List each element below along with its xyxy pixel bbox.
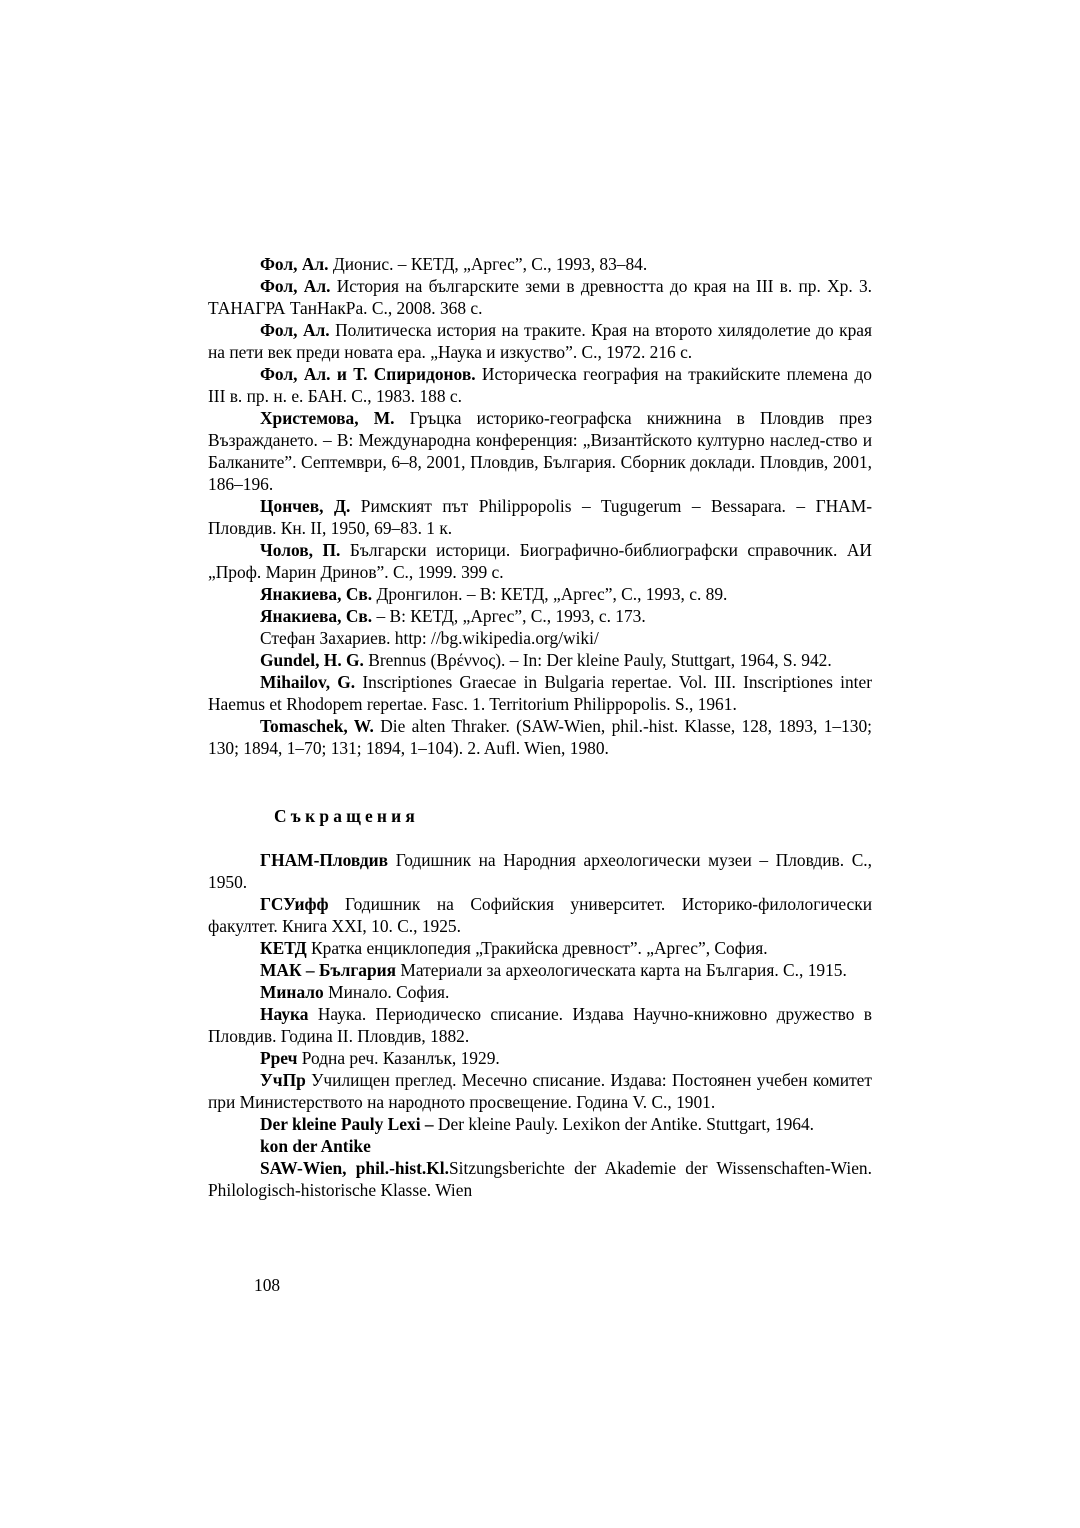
page-body xyxy=(208,253,872,1201)
bib-entry xyxy=(208,627,872,649)
abbr-term: Минало xyxy=(260,982,324,1002)
bib-text: Български историци. Биографично-библиографски справочник. АИ „Проф. Марин Дринов”. С., 1999. 399 с. xyxy=(208,540,872,582)
abbr-entry xyxy=(208,893,872,937)
abbr-text: Der kleine Pauly. Lexikon der Antike. Stuttgart, 1964. xyxy=(433,1114,815,1134)
abbr-term: КЕТД xyxy=(260,938,307,958)
abbr-entry xyxy=(208,1003,872,1047)
abbr-entry xyxy=(208,1047,872,1069)
bib-entry xyxy=(208,407,872,495)
bib-text: Стефан Захариев. http: //bg.wikipedia.org/wiki/ xyxy=(260,628,599,648)
abbr-entry xyxy=(208,1157,872,1201)
abbr-entry xyxy=(208,937,872,959)
page-number: 108 xyxy=(254,1275,281,1295)
bib-text: Die alten Thraker. (SAW-Wien, phil.-hist. Klasse, 128, 1893, 1–130; 130; 1894, 1–70; 131; 1894, 1–104). 2. Aufl. Wien, 1980. xyxy=(208,716,873,758)
abbr-term: SAW-Wien, phil.-hist.Kl. xyxy=(260,1158,449,1178)
abbr-text: Училищен преглед. Месечно списание. Издава: Постоянен учебен комитет при Министерството на народното просвещение. Година V. С., 1901. xyxy=(208,1070,872,1112)
bibliography-list xyxy=(208,253,872,759)
bib-entry xyxy=(208,605,872,627)
abbr-text: Годишник на Народния археологически музеи – Пловдив. С., 1950. xyxy=(208,850,872,892)
bib-text: – В: КЕТД, „Аргес”, С., 1993, с. 173. xyxy=(372,606,646,626)
bib-entry xyxy=(208,715,872,759)
bib-text: Inscriptiones Graecae in Bulgaria repertae. Vol. III. Inscriptiones inter Haemus et Rhodopem repertae. Fasc. 1. Territorium Philippopolis. S., 1961. xyxy=(208,672,872,714)
abbr-entry xyxy=(208,849,872,893)
bib-text: Политическа история на траките. Края на второто хилядолетие до края на пети век преди новата ера. „Наука и изкуство”. С., 1972. 216 с. xyxy=(208,320,872,362)
bib-entry xyxy=(208,671,872,715)
bib-entry xyxy=(208,539,872,583)
abbr-entry xyxy=(208,1069,872,1113)
abbr-term: МАК – България xyxy=(260,960,397,980)
abbr-term: Der kleine Pauly Lexi – xyxy=(260,1114,434,1134)
bib-author: Фол, Ал. xyxy=(260,320,330,340)
bib-author: Mihailov, G. xyxy=(260,672,356,692)
abbr-term: Наука xyxy=(260,1004,309,1024)
abbr-text: Кратка енциклопедия „Тракийска древност”. „Аргес”, София. xyxy=(306,938,768,958)
bib-author: Христемова, М. xyxy=(260,408,395,428)
abbr-text: Родна реч. Казанлък, 1929. xyxy=(297,1048,500,1068)
abbreviations-list xyxy=(208,849,872,1201)
bib-author: Фол, Ал. xyxy=(260,254,329,274)
bib-author: Gundel, H. G. xyxy=(260,650,364,670)
bib-entry xyxy=(208,319,872,363)
abbr-text: Минало. София. xyxy=(323,982,450,1002)
abbr-text: Наука. Периодическо списание. Издава Научно-книжовно дружество в Пловдив. Година II. Пловдив, 1882. xyxy=(208,1004,872,1046)
bib-entry xyxy=(208,275,872,319)
bib-text: Дионис. – КЕТД, „Аргес”, С., 1993, 83–84. xyxy=(328,254,648,274)
bib-entry xyxy=(208,583,872,605)
abbr-term: Рреч xyxy=(260,1048,298,1068)
bib-text: Римският път Philippopolis – Tugugerum – Bessapara. – ГНАМ-Пловдив. Кн. II, 1950, 69–83. 1 к. xyxy=(208,496,872,538)
bib-text: Дронгилон. – В: КЕТД, „Аргес”, С., 1993, с. 89. xyxy=(372,584,728,604)
abbr-term: УчПр xyxy=(260,1070,306,1090)
bib-author: Tomaschek, W. xyxy=(260,716,374,736)
abbr-text: Sitzungsberichte der Akademie der Wissenschaften-Wien. Philologisch-historische Klasse. Wien xyxy=(208,1158,872,1200)
bib-text: Brennus (Βρέννος). – In: Der kleine Pauly, Stuttgart, 1964, S. 942. xyxy=(363,650,832,670)
bib-author: Янакиева, Св. xyxy=(260,584,373,604)
abbreviations-heading: Съкращения xyxy=(274,806,419,826)
abbr-entry-continuation xyxy=(208,1135,872,1157)
abbr-entry xyxy=(208,959,872,981)
bib-text: История на българските земи в древността до края на III в. пр. Хр. 3. ТАНАГРА ТанНакРа. С., 2008. 368 с. xyxy=(208,276,872,318)
bib-author: Янакиева, Св. xyxy=(260,606,373,626)
bib-entry xyxy=(208,253,872,275)
bib-author: Фол, Ал. xyxy=(260,276,331,296)
abbr-text: Материали за археологическата карта на България. С., 1915. xyxy=(396,960,847,980)
bib-text: Гръцка историко-географска книжнина в Пловдив през Възраждането. – В: Международна конференция: „Византйското културно наслед-ство и Балканите”. Септември, 6–8, 2001, Пловдив, България. Сборник доклади. Пловдив, 2001, 186–196. xyxy=(208,408,872,494)
abbr-text: Годишник на Софийския университет. Историко-филологически факултет. Книга XXI, 10. С., 1925. xyxy=(208,894,872,936)
bib-entry xyxy=(208,649,872,671)
bib-text: Историческа география на тракийските племена до III в. пр. н. е. БАН. С., 1983. 188 с. xyxy=(208,364,873,406)
abbr-entry xyxy=(208,1113,872,1135)
bib-author: Фол, Ал. и Т. Спиридонов. xyxy=(260,364,476,384)
bib-entry xyxy=(208,495,872,539)
abbr-term: ГСУифф xyxy=(260,894,329,914)
bib-author: Цончев, Д. xyxy=(260,496,351,516)
abbr-entry xyxy=(208,981,872,1003)
abbr-term: ГНАМ-Пловдив xyxy=(260,850,389,870)
bib-entry xyxy=(208,363,872,407)
abbr-term-continuation: kon der Antike xyxy=(260,1136,371,1156)
bib-author: Чолов, П. xyxy=(260,540,341,560)
